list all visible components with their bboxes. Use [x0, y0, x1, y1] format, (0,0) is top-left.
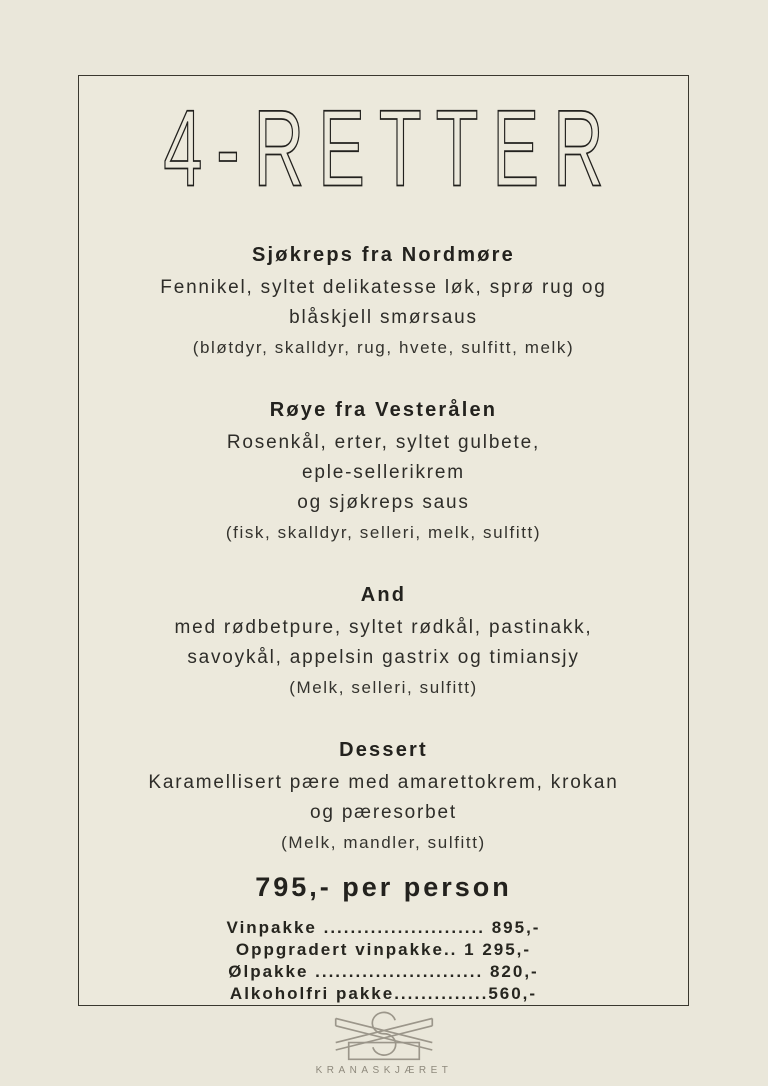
course-allergens: (Melk, selleri, sulfitt)	[289, 678, 478, 697]
course-description-line: og sjøkreps saus	[297, 492, 470, 513]
course-description-line: og pæresorbet	[310, 802, 457, 823]
package-dots: .........................	[315, 962, 484, 981]
menu-card	[78, 75, 689, 1006]
course-name: Dessert	[339, 739, 428, 761]
course-roye	[226, 395, 541, 548]
package-label: Alkoholfri pakke	[229, 984, 395, 1003]
course-description-line: Rosenkål, erter, syltet gulbete,	[226, 432, 541, 453]
course-allergens: (bløtdyr, skalldyr, rug, hvete, sulfitt, melk)	[192, 338, 575, 357]
package-price: 560,-	[488, 984, 538, 1003]
package-price: 895,-	[491, 918, 541, 937]
brand-name: KRANASKJÆRET	[315, 1065, 453, 1076]
course-name: Sjøkreps fra Nordmøre	[252, 244, 515, 266]
course-name: And	[360, 584, 407, 606]
package-row-olpakke	[228, 961, 538, 983]
package-row-vinpakke	[227, 917, 541, 939]
package-label: Ølpakke	[228, 962, 309, 981]
course-description-line: blåskjell smørsaus	[289, 307, 478, 328]
drink-packages	[227, 917, 541, 1005]
course-allergens: (Melk, mandler, sulfitt)	[281, 833, 486, 852]
course-description-line: Karamellisert pære med amarettokrem, krokan	[148, 772, 619, 793]
title-block	[149, 87, 618, 209]
course-name: Røye fra Vesterålen	[269, 399, 498, 421]
brand-footer	[0, 1008, 768, 1086]
package-row-oppgradert-vinpakke	[236, 939, 531, 961]
course-list	[148, 240, 618, 864]
course-description-line: med rødbetpure, syltet rødkål, pastinakk,	[174, 617, 593, 638]
course-and	[174, 580, 592, 703]
course-sjokreps	[160, 240, 606, 363]
package-price: 820,-	[489, 962, 539, 981]
course-description-line: Fennikel, syltet delikatesse løk, sprø rug og	[160, 277, 607, 298]
package-label: Oppgradert vinpakke..	[235, 940, 458, 959]
menu-title: 4-RETTER	[163, 87, 618, 209]
course-description-line: eple-sellerikrem	[302, 462, 465, 483]
package-dots: ........................	[323, 918, 485, 937]
package-dots: ..............	[394, 984, 489, 1003]
package-label: Vinpakke	[226, 918, 317, 937]
package-row-alkoholfri-pakke	[230, 983, 537, 1005]
course-allergens: (fisk, skalldyr, selleri, melk, sulfitt)	[225, 523, 542, 542]
package-price: 1 295,-	[464, 940, 532, 959]
menu-price: 795,- per person	[255, 872, 512, 902]
kranaskjaeret-logo-icon	[328, 1011, 440, 1063]
course-description-line: savoykål, appelsin gastrix og timiansjy	[187, 647, 580, 668]
course-dessert	[148, 735, 618, 858]
